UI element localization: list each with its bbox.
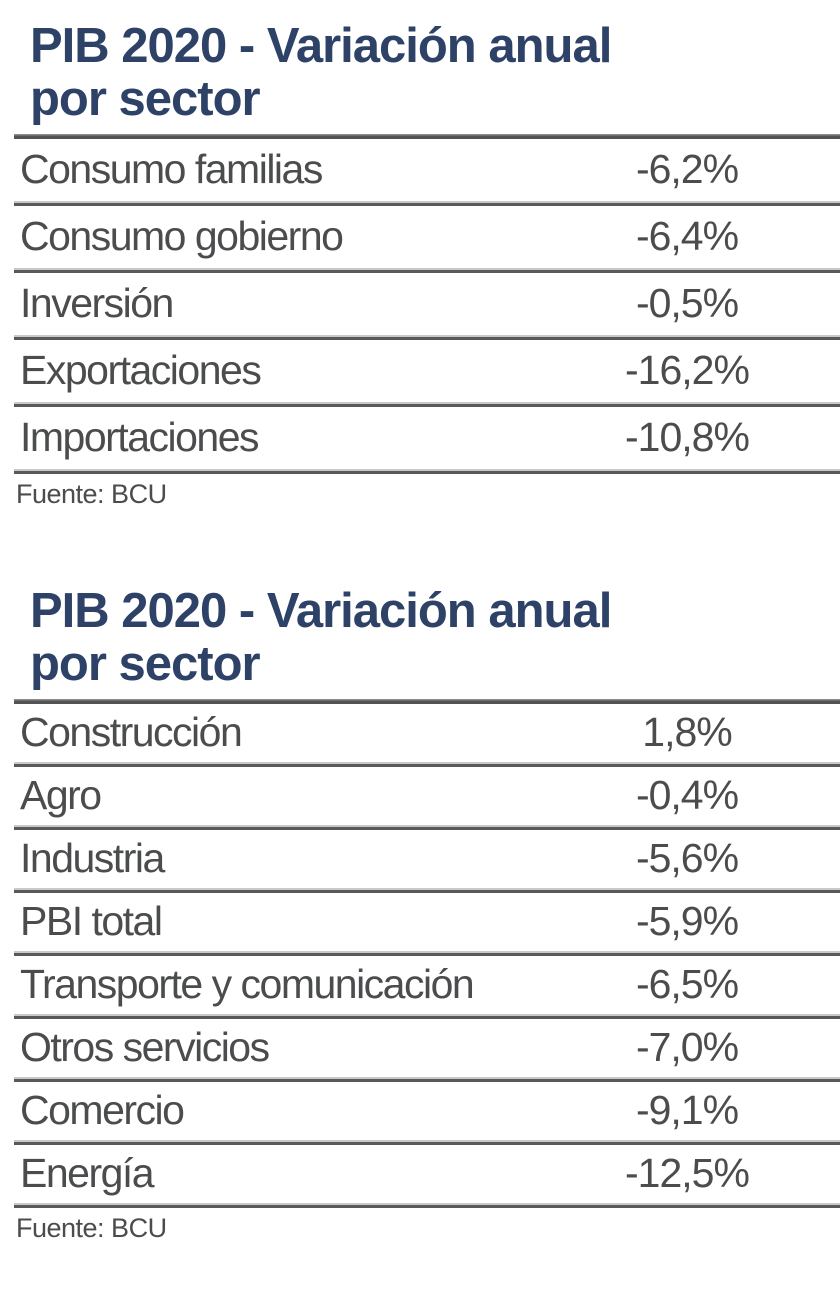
- row-value: -6,5%: [635, 961, 739, 1008]
- row-value: -5,6%: [635, 835, 739, 882]
- table-title: PIB 2020 - Variación anual por sector: [30, 19, 612, 126]
- table-row: [14, 893, 840, 951]
- bottom-rule: [14, 1203, 840, 1208]
- row-value: 1,8%: [642, 709, 732, 756]
- table-row: [14, 1019, 840, 1077]
- row-label: Energía: [20, 1150, 154, 1197]
- table-row: [14, 206, 840, 268]
- table-row: [14, 956, 840, 1014]
- table-row: [14, 407, 840, 469]
- row-value: -12,5%: [625, 1150, 749, 1197]
- row-value: -7,0%: [635, 1024, 739, 1071]
- table-row: [14, 273, 840, 335]
- row-value: -10,8%: [625, 414, 749, 461]
- bottom-rule: [14, 469, 840, 474]
- table-section-sectors: [14, 510, 840, 1244]
- row-label: Importaciones: [20, 414, 259, 461]
- row-label: Comercio: [20, 1087, 184, 1134]
- row-label: Consumo familias: [20, 146, 322, 193]
- row-value: -0,5%: [635, 280, 739, 327]
- row-value: -6,4%: [635, 213, 739, 260]
- table-row: [14, 139, 840, 201]
- row-value: -16,2%: [625, 347, 749, 394]
- table-row: [14, 704, 840, 762]
- row-label: Exportaciones: [20, 347, 261, 394]
- row-value: -6,2%: [635, 146, 739, 193]
- row-label: Construcción: [20, 709, 242, 756]
- table-row: [14, 1145, 840, 1203]
- row-value: -0,4%: [635, 772, 739, 819]
- table-row: [14, 1082, 840, 1140]
- row-label: Inversión: [20, 280, 173, 327]
- row-value: -9,1%: [635, 1087, 739, 1134]
- row-label: Transporte y comunicación: [20, 961, 474, 1008]
- source-note: Fuente: BCU: [16, 478, 167, 509]
- row-label: PBI total: [20, 898, 162, 945]
- table-title: PIB 2020 - Variación anual por sector: [30, 583, 612, 691]
- table-row: [14, 830, 840, 888]
- row-value: -5,9%: [635, 898, 739, 945]
- row-label: Industria: [20, 835, 164, 882]
- table-row: [14, 767, 840, 825]
- row-label: Consumo gobierno: [20, 213, 343, 260]
- table-section-demand: [14, 0, 840, 510]
- row-label: Agro: [20, 772, 101, 819]
- row-label: Otros servicios: [20, 1024, 269, 1071]
- table-row: [14, 340, 840, 402]
- source-note: Fuente: BCU: [16, 1212, 167, 1243]
